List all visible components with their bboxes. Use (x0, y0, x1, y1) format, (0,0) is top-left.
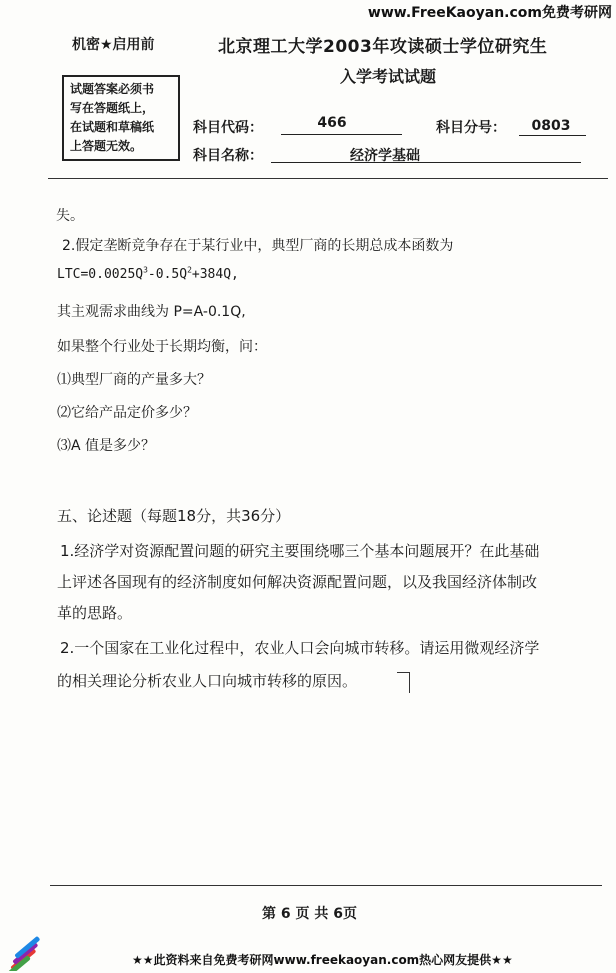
footer-credit: ★★此资料来自免费考研网www.freekaoyan.com热心网友提供★★ (132, 953, 513, 967)
subject-number-value: 0803 (531, 118, 571, 134)
question-2-sub-2: ⑵它给产品定价多少？ (57, 405, 197, 421)
body-line: 失。 (56, 208, 84, 224)
notice-line: 上答题无效。 (70, 139, 143, 153)
subject-code-value: 466 (317, 115, 347, 131)
subject-number-label: 科目分号： (436, 120, 506, 136)
subject-name-label: 科目名称： (193, 148, 263, 164)
section-5-heading: 五、论述题（每题18分，共36分） (57, 507, 291, 525)
confidential-label: 机密★启用前 (72, 37, 155, 53)
question-2-demand: 其主观需求曲线为 P=A-0.1Q, (57, 304, 246, 320)
pen-mark (397, 672, 410, 693)
footer-rule (50, 885, 602, 886)
question-2-cost-function: $LTC=0.0025Q^3-0.5Q^2+384Q$, (57, 265, 239, 282)
question-2-condition: 如果整个行业处于长期均衡，问： (57, 339, 267, 355)
question-2-sub-1: ⑴典型厂商的产量多大？ (57, 372, 211, 388)
header-rule (48, 178, 608, 179)
essay-1-line: 上评述各国现有的经济制度如何解决资源配置问题，以及我国经济体制改 (57, 573, 538, 591)
notice-line: 试题答案必须书 (70, 82, 155, 96)
subject-name-underline (271, 162, 581, 163)
page-number: 第 6 页 共 6页 (262, 906, 357, 922)
exam-subtitle: 入学考试试题 (340, 67, 437, 86)
exam-title: 北京理工大学2003年攻读硕士学位研究生 (218, 37, 548, 57)
essay-2-line: 2.一个国家在工业化过程中，农业人口会向城市转移。请运用微观经济学 (60, 639, 540, 657)
notice-line: 在试题和草稿纸 (70, 120, 155, 134)
essay-1-line: 1.经济学对资源配置问题的研究主要围绕哪三个基本问题展开？在此基础 (60, 542, 540, 560)
subject-code-label: 科目代码： (193, 120, 263, 136)
essay-2-line: 的相关理论分析农业人口向城市转移的原因。 (57, 672, 358, 690)
question-2-sub-3: ⑶A 值是多少？ (57, 438, 156, 454)
subject-name-value: 经济学基础 (350, 148, 420, 164)
answer-notice-box (62, 75, 180, 161)
subject-code-underline (281, 134, 402, 135)
question-2-intro: 2.假定垄断竞争存在于某行业中，典型厂商的长期总成本函数为 (62, 238, 454, 254)
notice-line: 写在答题纸上， (70, 101, 155, 115)
site-logo-icon (6, 935, 42, 971)
site-watermark: www.FreeKaoyan.com免费考研网 (367, 5, 612, 21)
subject-number-underline (519, 135, 586, 136)
essay-1-line: 革的思路。 (57, 604, 133, 622)
